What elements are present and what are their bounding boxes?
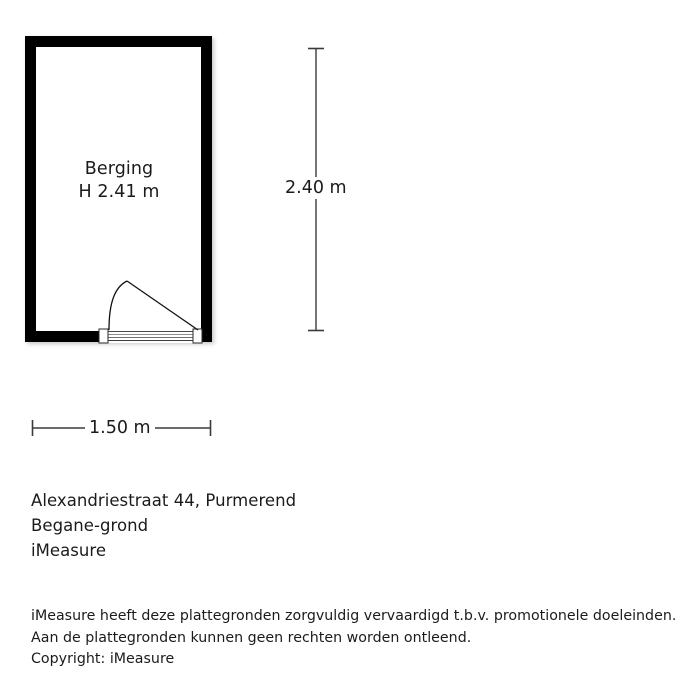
disclaimer-line-2: Aan de plattegronden kunnen geen rechten worden ontleend. xyxy=(31,629,472,646)
caption-block xyxy=(31,489,296,563)
caption-address: Alexandriestraat 44, Purmerend xyxy=(31,491,297,510)
disclaimer-block xyxy=(31,606,676,671)
disclaimer-line-1: iMeasure heeft deze plattegronden zorgvuldig vervaardigd t.b.v. promotionele doeleinden. xyxy=(31,608,677,624)
dimension-label-vertical: 2.40 m xyxy=(281,177,351,199)
dimension-label-horizontal: 1.50 m xyxy=(85,417,155,439)
caption-floor: Begane-grond xyxy=(31,515,149,535)
caption-brand: iMeasure xyxy=(31,540,107,560)
room-walls xyxy=(25,36,212,342)
disclaimer-copyright: Copyright: iMeasure xyxy=(31,651,175,668)
room-height: H 2.41 m xyxy=(78,182,160,203)
room-name: Berging xyxy=(84,159,154,179)
